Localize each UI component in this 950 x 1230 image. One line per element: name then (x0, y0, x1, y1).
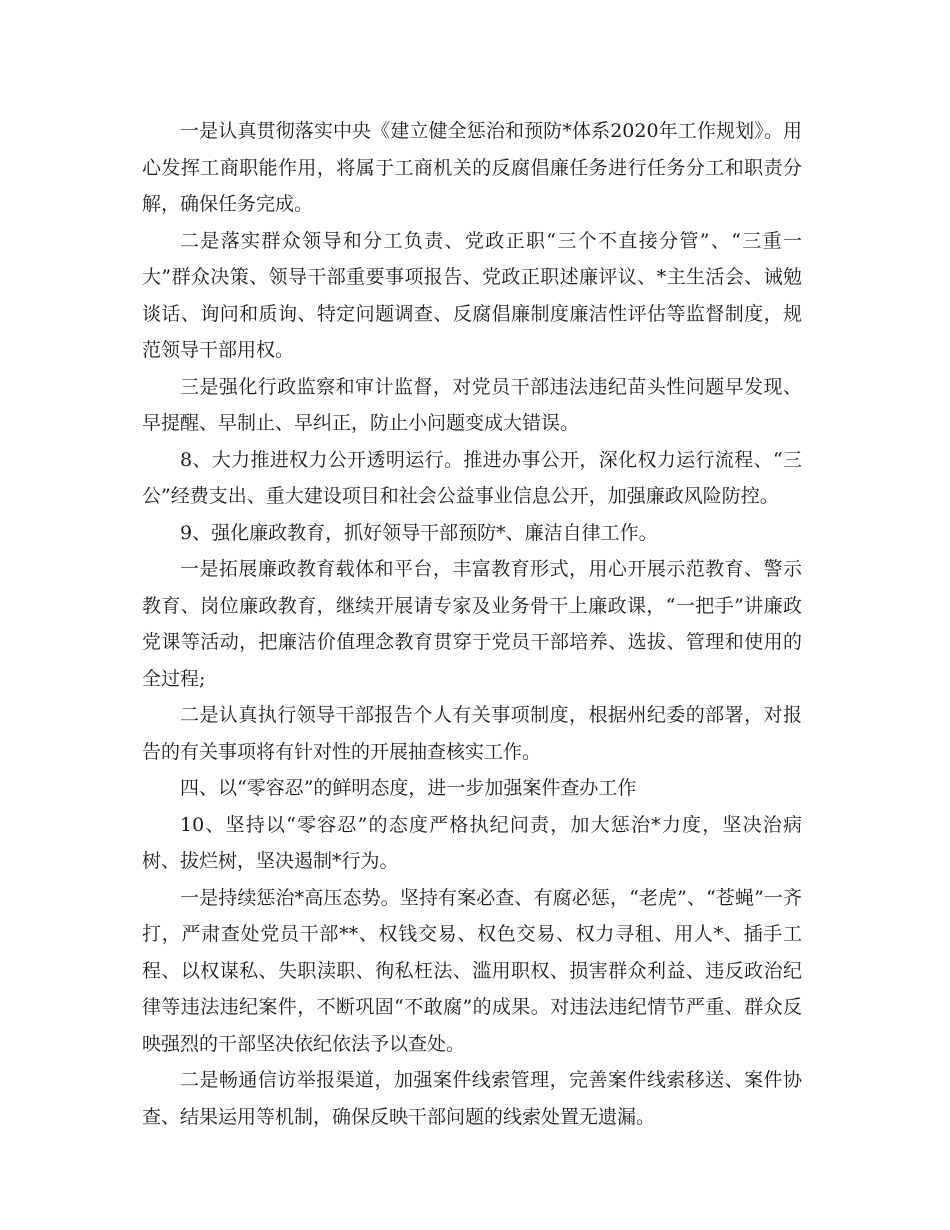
paragraph: 一是持续惩治*高压态势。坚持有案必查、有腐必惩，“老虎”、“苍蝇”一齐打，严肃查处党员干部**、权钱交易、权色交易、权力寻租、用人*、插手工程、以权谋私、失职渎职、徇私枉法、滥用职权、损害群众利益、违反政治纪律等违法违纪案件，不断巩固“不敢腐”的成果。对违法违纪情节严重、群众反映强烈的干部坚决依纪依法予以查处。 (142, 886, 802, 1055)
document-body (142, 113, 802, 1135)
paragraph: 二是落实群众领导和分工负责、党政正职“三个不直接分管”、“三重一大”群众决策、领导干部重要事项报告、党政正职述廉评议、*主生活会、诫勉谈话、询问和质询、特定问题调查、反腐倡廉制度廉洁性评估等监督制度，规范领导干部用权。 (142, 229, 802, 361)
paragraph: 9、强化廉政教育，抓好领导干部预防*、廉洁自律工作。 (180, 521, 658, 544)
section-heading: 四、以“零容忍”的鲜明态度，进一步加强案件查办工作 (180, 777, 637, 799)
paragraph: 一是认真贯彻落实中央《建立健全惩治和预防*体系2020年工作规划》。用心发挥工商职能作用，将属于工商机关的反腐倡廉任务进行任务分工和职责分解，确保任务完成。 (142, 120, 802, 215)
paragraph: 二是畅通信访举报渠道，加强案件线索管理，完善案件线索移送、案件协查、结果运用等机制，确保反映干部问题的线索处置无遗漏。 (142, 1069, 802, 1128)
paragraph: 8、大力推进权力公开透明运行。推进办事公开，深化权力运行流程、“三公”经费支出、重大建设项目和社会公益事业信息公开，加强廉政风险防控。 (142, 448, 802, 507)
paragraph: 10、坚持以“零容忍”的态度严格执纪问责，加大惩治*力度，坚决治病树、拔烂树，坚决遏制*行为。 (142, 813, 802, 872)
paragraph: 二是认真执行领导干部报告个人有关事项制度，根据州纪委的部署，对报告的有关事项将有针对性的开展抽查核实工作。 (142, 704, 802, 763)
paragraph: 三是强化行政监察和审计监督，对党员干部违法违纪苗头性问题早发现、早提醒、早制止、早纠正，防止小问题变成大错误。 (142, 375, 802, 434)
paragraph: 一是拓展廉政教育载体和平台，丰富教育形式，用心开展示范教育、警示教育、岗位廉政教育，继续开展请专家及业务骨干上廉政课，“一把手”讲廉政党课等活动，把廉洁价值理念教育贯穿于党员干部培养、选拔、管理和使用的全过程; (142, 558, 802, 690)
